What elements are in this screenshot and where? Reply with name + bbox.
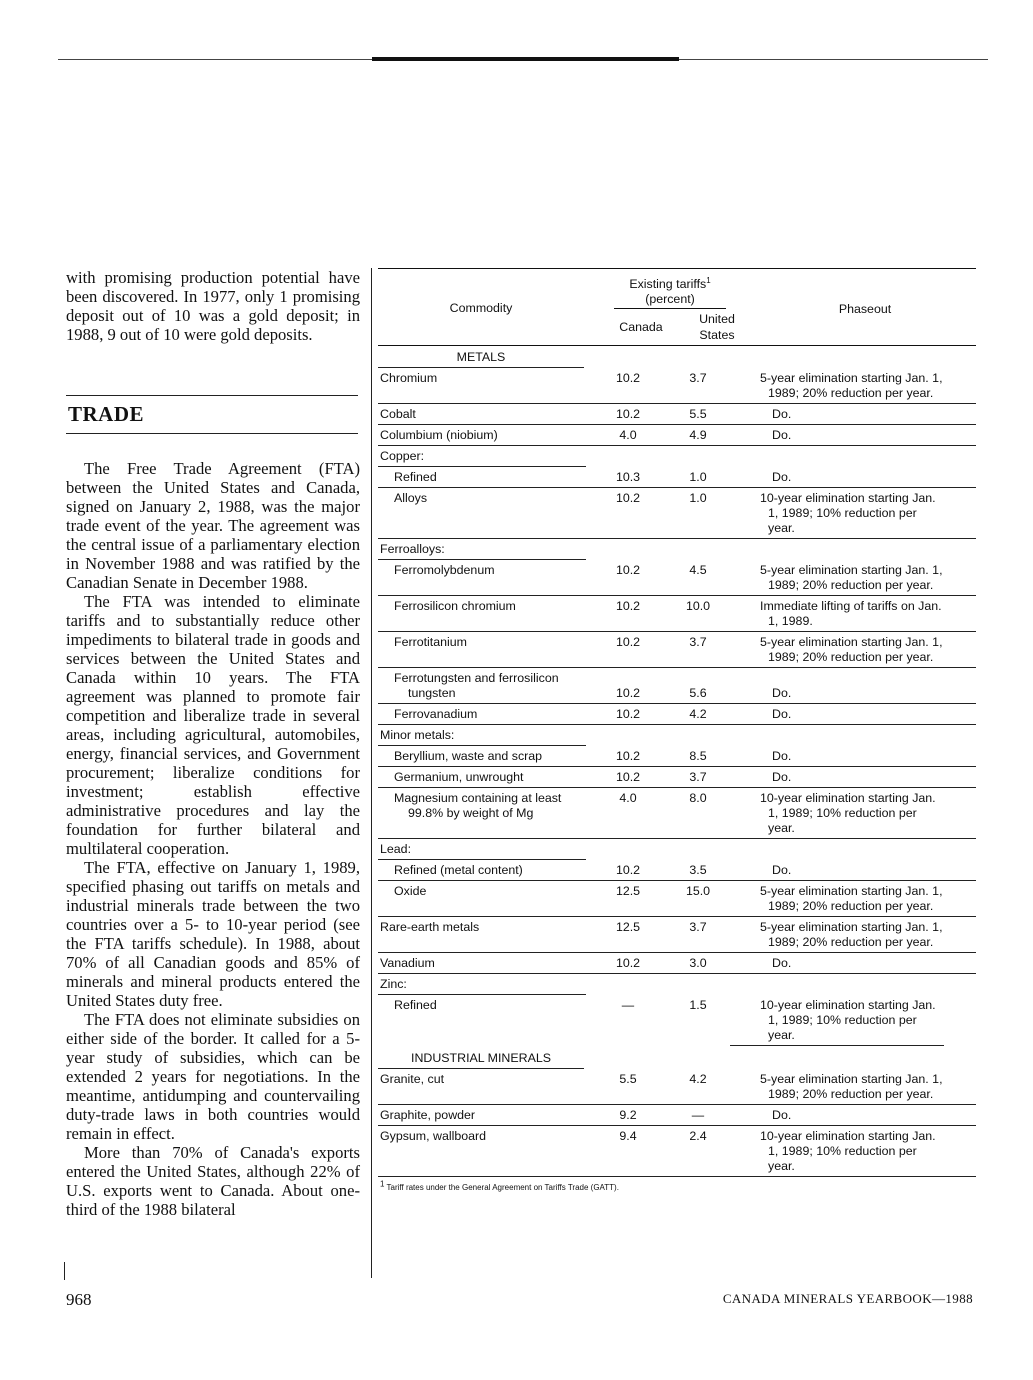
table-row: Ferrosilicon chromium 10.2 10.0 Immediate lifting of tariffs on Jan. 1, 1989. [378,596,976,632]
group-zinc: Zinc: [378,974,586,995]
table-row: Ferromolybdenum 10.2 4.5 5-year elimination starting Jan. 1, 1989; 20% reduction per year. [378,560,976,596]
left-column-body [66,459,360,1219]
table-row: Ferrotitanium 10.2 3.7 5-year elimination starting Jan. 1, 1989; 20% reduction per year. [378,632,976,668]
header-rule-thick [372,57,679,61]
group-copper: Copper: [378,446,586,467]
group-lead: Lead: [378,839,586,860]
header-bottom-rule [378,345,976,346]
table-row: Refined 10.3 1.0 Do. [378,467,976,488]
phaseout-header: Phaseout [838,302,892,316]
section-industrial-minerals: INDUSTRIAL MINERALS [378,1048,584,1069]
table-row: Chromium 10.2 3.7 5-year elimination starting Jan. 1, 1989; 20% reduction per year. [378,368,976,404]
table-row: Beryllium, waste and scrap 10.2 8.5 Do. [378,746,976,767]
table-row: Granite, cut 5.5 4.2 5-year elimination starting Jan. 1, 1989; 20% reduction per year. [378,1069,976,1105]
united-header: United [699,312,735,326]
table-row: Ferrotungsten and ferrosilicon tungsten 10.2 5.6 Do. [378,668,976,704]
group-ferroalloys: Ferroalloys: [378,539,586,560]
divider [66,433,358,434]
table-row: Gypsum, wallboard 9.4 2.4 10-year elimination starting Jan. 1, 1989; 10% reduction per year. [378,1126,976,1177]
paragraph: More than 70% of Canada's exports entered the United States, although 22% of U.S. exports went to Canada. About one-third of the 1988 bilateral [66,1143,360,1219]
table-row: Rare-earth metals 12.5 3.7 5-year elimination starting Jan. 1, 1989; 20% reduction per year. [378,917,976,953]
table-row: Magnesium containing at least 99.8% by weight of Mg 4.0 8.0 10-year elimination starting Jan. 1, 1989; 10% reduction per year. [378,788,976,839]
paragraph: The FTA does not eliminate subsidies on either side of the border. It called for a 5-year study of subsidies, which can be extended 2 years for negotiations. In the meantime, antidumping and countervailing duty-trade laws in both countries would remain in effect. [66,1010,360,1143]
table-row: Ferrovanadium 10.2 4.2 Do. [378,704,976,725]
divider [66,395,358,396]
canada-header: Canada [619,320,663,334]
table-footnote: 1 Tariff rates under the General Agreement on Tariffs Trade (GATT). [380,1179,619,1192]
group-minor-metals: Minor metals: [378,725,586,746]
table-row: Refined (metal content) 10.2 3.5 Do. [378,860,976,881]
table-row: Graphite, powder 9.2 — Do. [378,1105,976,1126]
tariff-table [378,268,976,1193]
trade-section-heading [66,395,358,434]
table-row: Refined — 1.5 10-year elimination starting Jan. 1, 1989; 10% reduction per year. [378,995,976,1046]
table-row: Cobalt 10.2 5.5 Do. [378,404,976,425]
percent-header: (percent) [645,292,695,306]
table-header [378,268,976,347]
paragraph: The FTA, effective on January 1, 1989, specified phasing out tariffs on metals and industrial minerals trade between the two countries over a 5- to 10-year period (see the FTA tariffs schedule). In 1988, about 70% of all Canadian goods and 85% of minerals and mineral products entered the United States duty free. [66,858,360,1010]
paragraph: The FTA was intended to eliminate tariffs and to substantially reduce other impediments to bilateral trade in goods and services between the United States and Canada within 10 years. The FTA agreement was planned to promote fair competition and liberalize trade in several areas, including agricultural, automobiles, energy, financial services, and Government procurement; liberalize conditions for investment; establish effective administrative procedures and lay the foundation for further bilateral and multilateral cooperation. [66,592,360,858]
paragraph: with promising production potential have been discovered. In 1977, only 1 promising deposit out of 10 was a gold deposit; in 1988, 9 out of 10 were gold deposits. [66,268,360,344]
table-row: Oxide 12.5 15.0 5-year elimination starting Jan. 1, 1989; 20% reduction per year. [378,881,976,917]
section-heading: TRADE [68,402,145,426]
table-row: Germanium, unwrought 10.2 3.7 Do. [378,767,976,788]
states-header: States [699,328,735,342]
left-column-text [66,268,360,344]
table-row: Alloys 10.2 1.0 10-year elimination starting Jan. 1, 1989; 10% reduction per year. [378,488,976,539]
table-row: Vanadium 10.2 3.0 Do. [378,953,976,974]
existing-tariffs-header: Existing tariffs$^1$ [629,275,711,291]
paragraph: The Free Trade Agreement (FTA) between the United States and Canada, signed on January 2, 1988, was the major trade event of the year. The agreement was the central issue of a parliamentary election in November 1988 and was ratified by the Canadian Senate in December 1988. [66,459,360,592]
column-divider-left [64,1262,65,1280]
commodity-header: Commodity [449,301,513,315]
header-sub-rule [614,308,726,309]
publication-title: CANADA MINERALS YEARBOOK—1988 [722,1291,973,1306]
section-metals: METALS [378,347,584,368]
table-row: Columbium (niobium) 4.0 4.9 Do. [378,425,976,446]
column-divider [371,268,372,1278]
page-number: 968 [66,1290,92,1309]
